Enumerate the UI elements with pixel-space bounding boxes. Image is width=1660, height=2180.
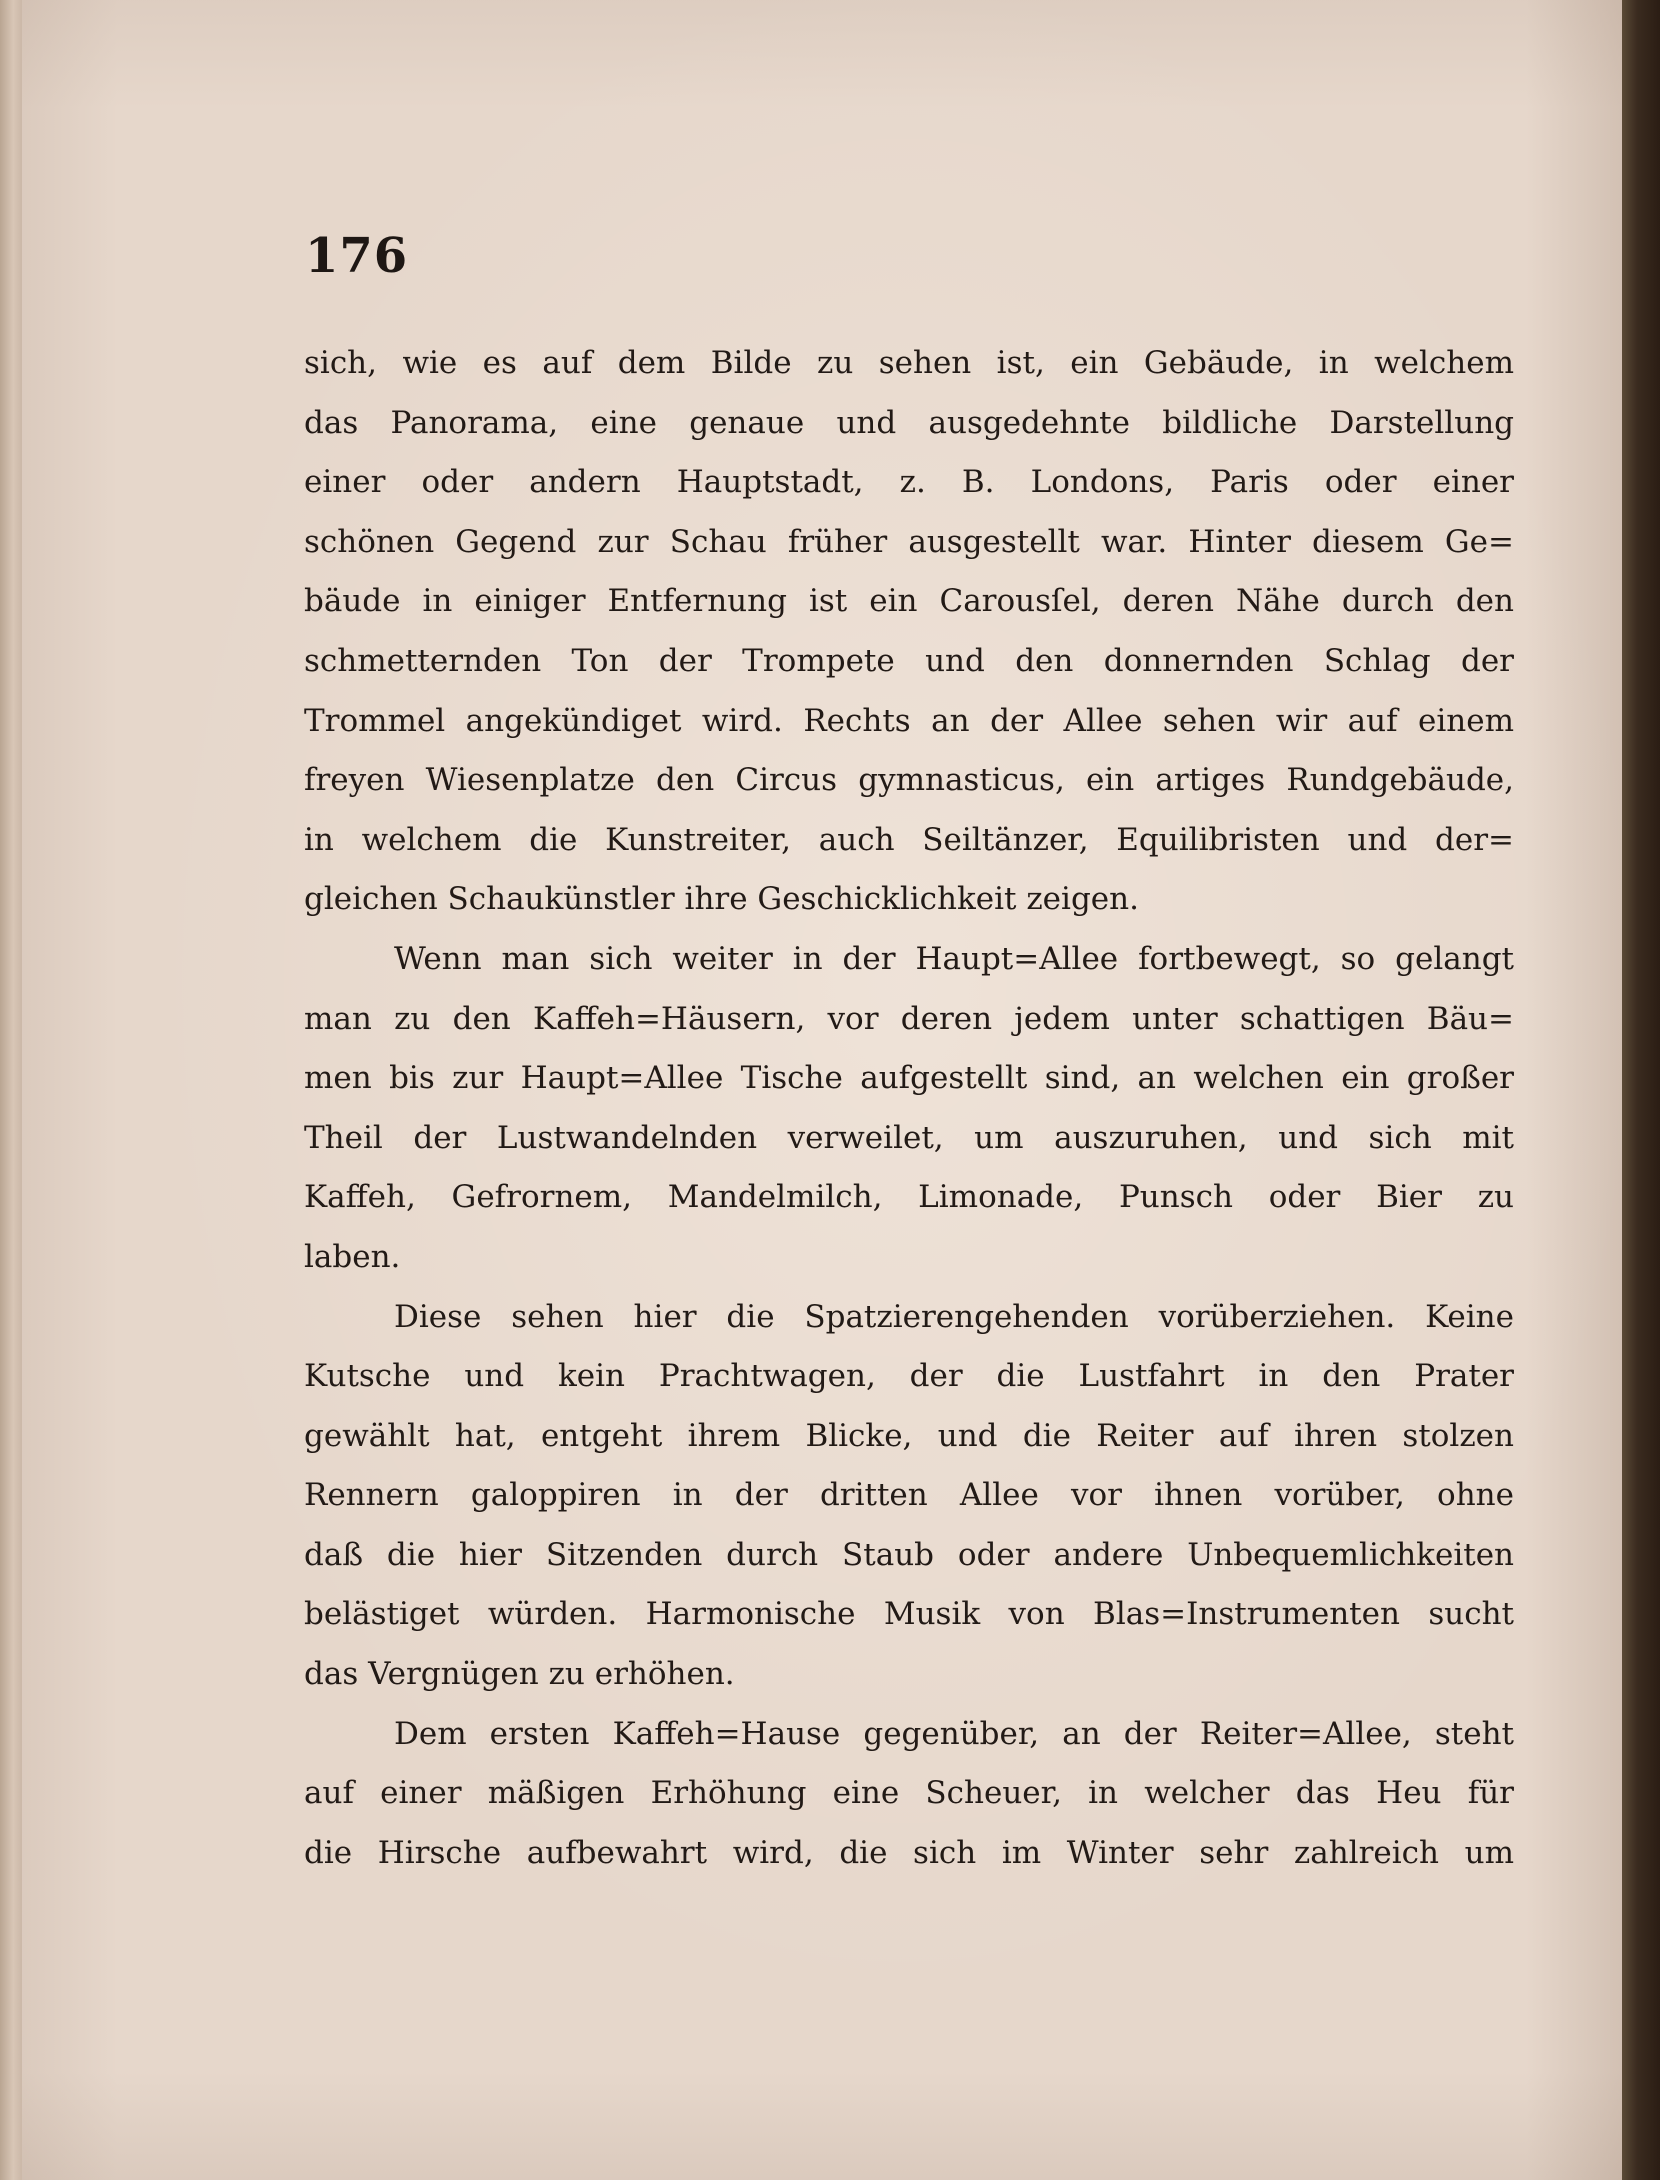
text-line: das Vergnügen zu erhöhen.: [304, 1656, 735, 1693]
text-line: Kutsche und kein Prachtwagen, der die Lustfahrt in den Prater: [304, 1358, 1514, 1395]
text-line: daß die hier Sitzenden durch Staub oder andere Unbequemlichkeiten: [304, 1536, 1514, 1573]
text-line: die Hirsche aufbewahrt wird, die sich im Winter sehr zahlreich um: [304, 1834, 1514, 1871]
text-line: auf einer mäßigen Erhöhung eine Scheuer, in welcher das Heu für: [304, 1775, 1514, 1812]
text-line: freyen Wiesenplatze den Circus gymnasticus, ein artiges Rundgebäude,: [304, 762, 1514, 799]
text-line: einer oder andern Hauptstadt, z. B. Londons, Paris oder einer: [304, 464, 1514, 501]
text-line: Wenn man sich weiter in der Haupt=Allee fortbewegt, so gelangt: [394, 940, 1514, 977]
text-line: Diese sehen hier die Spatzierengehenden vorüberziehen. Keine: [394, 1298, 1514, 1335]
page-left-edge: [0, 0, 22, 2180]
text-line: man zu den Kaffeh=Häusern, vor deren jedem unter schattigen Bäu=: [304, 1000, 1514, 1037]
text-line: schönen Gegend zur Schau früher ausgestellt war. Hinter diesem Ge=: [304, 523, 1514, 560]
text-line: men bis zur Haupt=Allee Tische aufgestellt sind, an welchen ein großer: [304, 1060, 1514, 1097]
text-line: Trommel angekündiget wird. Rechts an der Allee sehen wir auf einem: [304, 702, 1514, 739]
text-line: schmetternden Ton der Trompete und den donnernden Schlag der: [304, 642, 1514, 679]
text-line: gewählt hat, entgeht ihrem Blicke, und die Reiter auf ihren stolzen: [304, 1417, 1514, 1454]
text-line: gleichen Schaukünstler ihre Geschicklichkeit zeigen.: [304, 881, 1139, 918]
text-line: Dem ersten Kaffeh=Hause gegenüber, an der Reiter=Allee, steht: [394, 1715, 1514, 1752]
text-line: belästiget würden. Harmonische Musik von Blas=Instrumenten sucht: [304, 1596, 1514, 1633]
text-line: Theil der Lustwandelnden verweilet, um auszuruhen, und sich mit: [304, 1119, 1514, 1156]
page-number: 176: [305, 228, 409, 284]
text-line: bäude in einiger Entfernung ist ein Carousſel, deren Nähe durch den: [304, 583, 1514, 620]
text-line: sich, wie es auf dem Bilde zu sehen ist, ein Gebäude, in welchem: [304, 345, 1514, 381]
text-line: das Panorama, eine genaue und ausgedehnte bildliche Darstellung: [304, 404, 1514, 441]
text-line: laben.: [304, 1238, 401, 1275]
book-page: [22, 0, 1622, 2180]
text-line: in welchem die Kunstreiter, auch Seiltänzer, Equilibristen und der=: [304, 821, 1514, 858]
book-binding-edge: [1622, 0, 1660, 2180]
text-line: Kaffeh, Gefrornem, Mandelmilch, Limonade, Punsch oder Bier zu: [304, 1179, 1514, 1216]
body-text: [304, 334, 1514, 1883]
text-line: Rennern galoppiren in der dritten Allee vor ihnen vorüber, ohne: [304, 1477, 1514, 1514]
